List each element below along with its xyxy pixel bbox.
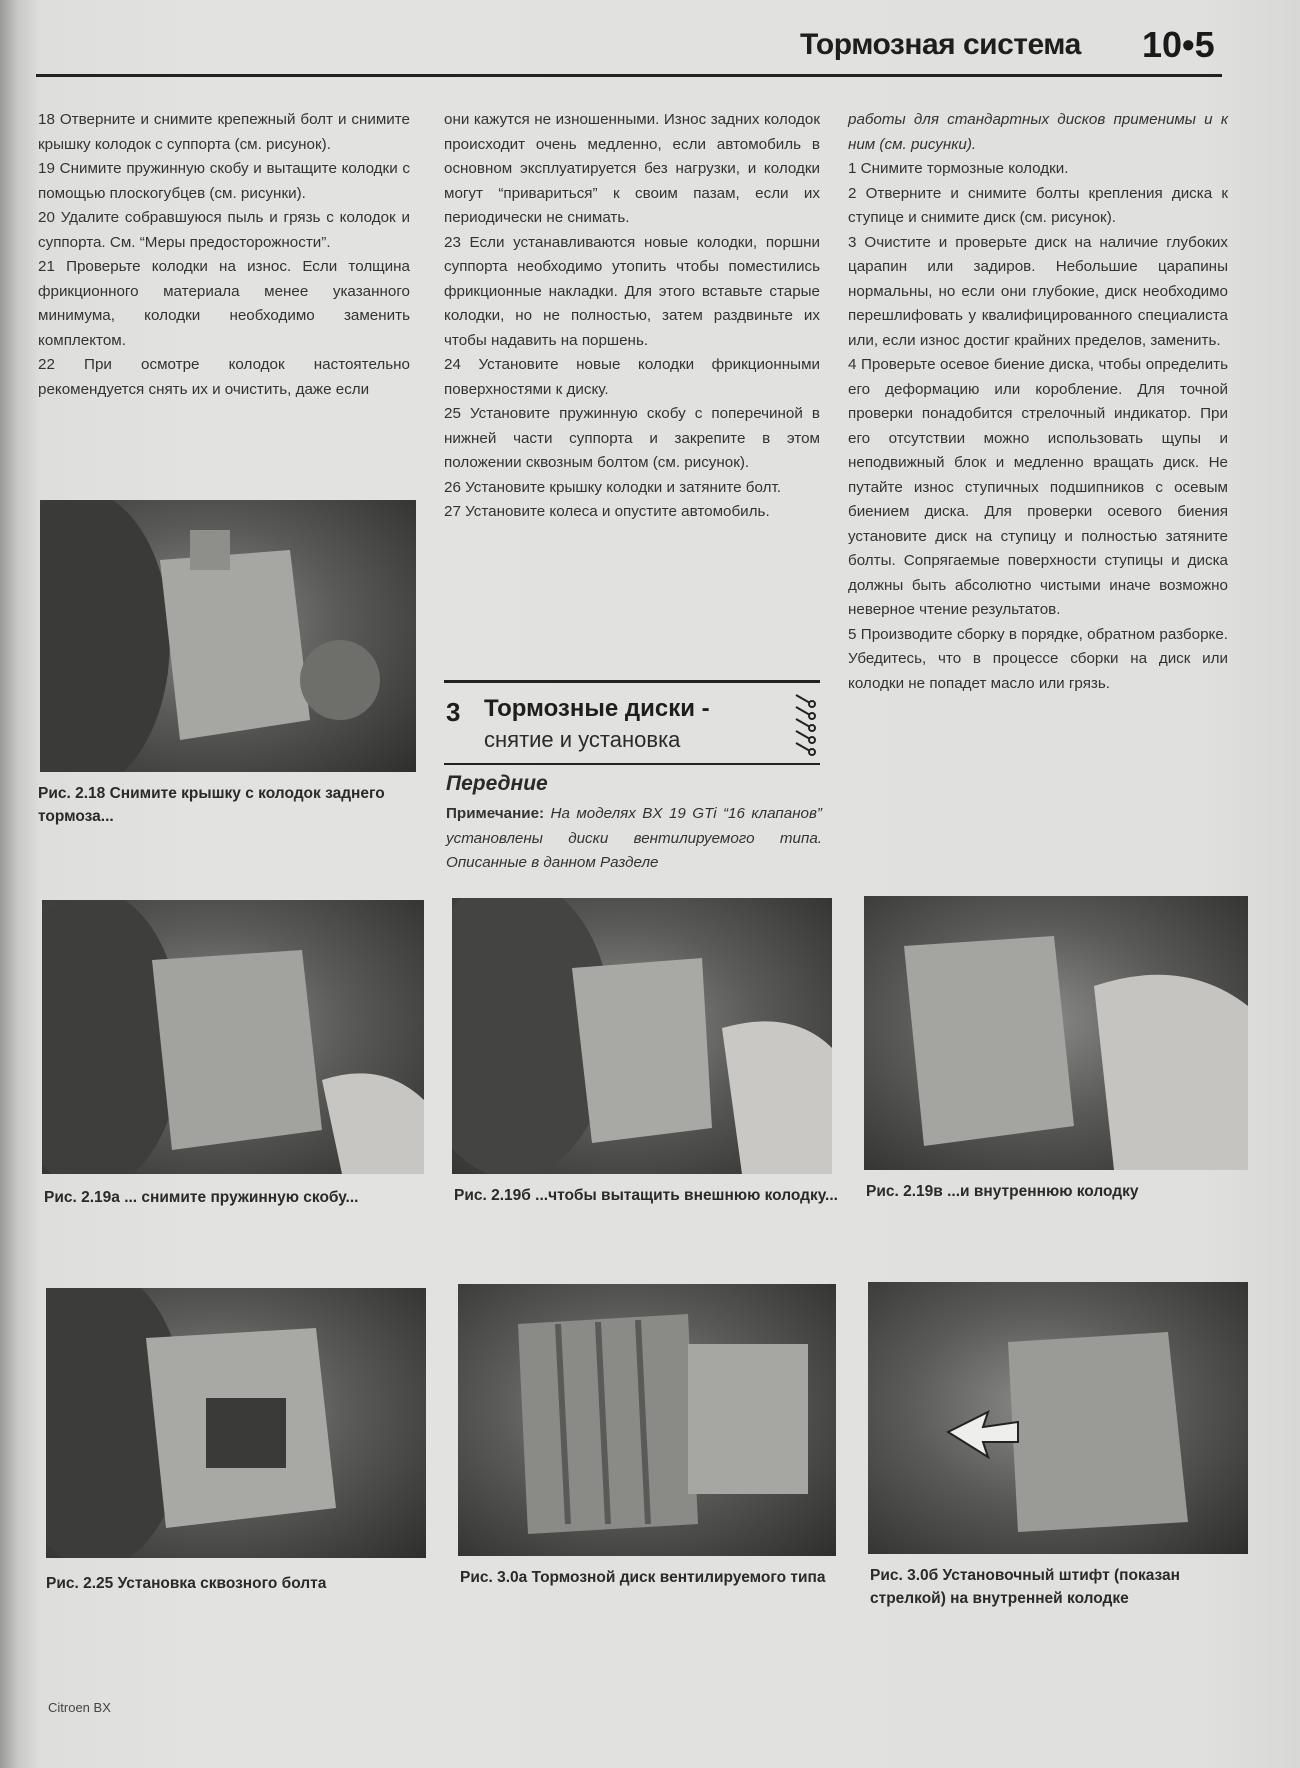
figure-caption: Рис. 2.19в ...и внутреннюю колодку (866, 1183, 1139, 1200)
paragraph: 27 Установите колеса и опустите автомобиль. (444, 503, 770, 520)
photo-brake-caliper (40, 500, 416, 772)
page-footer: Citroen BX (48, 1700, 111, 1715)
section-subtitle: снятие и установка (484, 727, 681, 752)
paragraph: 20 Удалите собравшуюся пыль и грязь с колодок и суппорта. См. “Меры предосторожности”. (38, 209, 410, 251)
section-heading (444, 680, 820, 765)
paragraph: 4 Проверьте осевое биение диска, чтобы определить его деформацию или коробление. Для точной проверки понадобится стрелочный индикатор. При его отсутствии можно использовать щупы и неподвижный блок и медленно вращать диск. Не путайте износ ступичных подшипников с осевым биением диска. Для проверки осевого биения установите диск на ступицу и полностью затяните болты. Сопрягаемые поверхности ступицы и диска должны быть абсолютно чистыми иначе возможно неверное чтение результатов. (848, 356, 1228, 618)
photo-spring-clip (42, 900, 424, 1174)
figure-caption: Рис. 3.0б Установочный штифт (показан стрелкой) на внутренней колодке (870, 1567, 1181, 1607)
section-number: 3 (446, 697, 461, 727)
arrow-icon (948, 1412, 1018, 1457)
text-column-2 (444, 108, 820, 525)
paragraph: 26 Установите крышку колодки и затяните болт. (444, 478, 781, 496)
paragraph: 2 Отверните и снимите болты крепления диска к ступице и снимите диск (см. рисунок). (848, 184, 1228, 226)
page-number: 10•5 (1142, 24, 1215, 65)
header-rule (36, 74, 1222, 77)
paragraph: 22 При осмотре колодок настоятельно рекомендуется снять их и очистить, даже если (38, 356, 410, 398)
paragraph: 21 Проверьте колодки на износ. Если толщина фрикционного материала менее указанного минимума, колодки необходимо заменить комплектом. (38, 258, 410, 349)
paragraph: 23 Если устанавливаются новые колодки, поршни суппорта необходимо утопить чтобы поместились фрикционные накладки. Для этого вставьте старые колодки, но не полностью, затем раздвиньте их чтобы надавить на поршень. (444, 233, 820, 349)
subsection-heading: Передние (446, 772, 548, 795)
paragraph: работы для стандартных дисков применимы и к ним (см. рисунки). (848, 111, 1228, 153)
paragraph: они кажутся не изношенными. Износ задних колодок происходит очень медленно, если автомобиль в основном эксплуатируется без нагрузки, и колодки могут “привариться” к своим пазам, если их периодически не снимать. (444, 111, 820, 226)
figure-caption: Рис. 2.19а ... снимите пружинную скобу... (44, 1189, 359, 1206)
figure-caption: Рис. 2.19б ...чтобы вытащить внешнюю колодку... (454, 1187, 838, 1204)
figure-caption: Рис. 2.18 Снимите крышку с колодок заднего тормоза... (38, 785, 385, 825)
text-column-1 (38, 108, 410, 402)
note-text: На моделях BX 19 GTi “16 клапанов” установлены диски вентилируемого типа. Описанные в данном Разделе (446, 805, 822, 871)
photo-ventilated-disc (458, 1284, 836, 1556)
paragraph: 25 Установите пружинную скобу с поперечиной в нижней части суппорта и закрепите в этом положении сквозным болтом (см. рисунок). (444, 405, 820, 471)
photo-locating-pin (868, 1282, 1248, 1554)
page-header-title: Тормозная система (800, 28, 1081, 61)
figure-caption: Рис. 2.25 Установка сквозного болта (46, 1575, 327, 1592)
photo-through-bolt (46, 1288, 426, 1558)
paragraph: 5 Производите сборку в порядке, обратном разборке. Убедитесь, что в процессе сборки на диск или колодки не попадет масло или грязь. (848, 625, 1228, 692)
paragraph: 24 Установите новые колодки фрикционными поверхностями к диску. (444, 356, 820, 398)
paragraph: 3 Очистите и проверьте диск на наличие глубоких царапин или задиров. Небольшие царапины нормальны, но если они глубокие, диск необходимо перешлифовать у квалифицированного специалиста или, если износ достиг крайних пределов, заменить. (848, 233, 1228, 349)
section-title: Тормозные диски - (484, 695, 710, 722)
note-label: Примечание: (446, 805, 545, 822)
paragraph: 19 Снимите пружинную скобу и вытащите колодки с помощью плоскогубцев (см. рисунки). (38, 160, 410, 202)
text-column-3 (848, 108, 1228, 696)
paragraph: 18 Отверните и снимите крепежный болт и снимите крышку колодок с суппорта (см. рисунок). (38, 111, 410, 153)
note-block (446, 802, 822, 876)
wrench-difficulty-icon (788, 689, 818, 757)
figure-caption: Рис. 3.0а Тормозной диск вентилируемого типа (460, 1569, 826, 1586)
photo-inner-pad (864, 896, 1248, 1170)
paragraph: 1 Снимите тормозные колодки. (848, 160, 1069, 177)
photo-outer-pad (452, 898, 832, 1174)
